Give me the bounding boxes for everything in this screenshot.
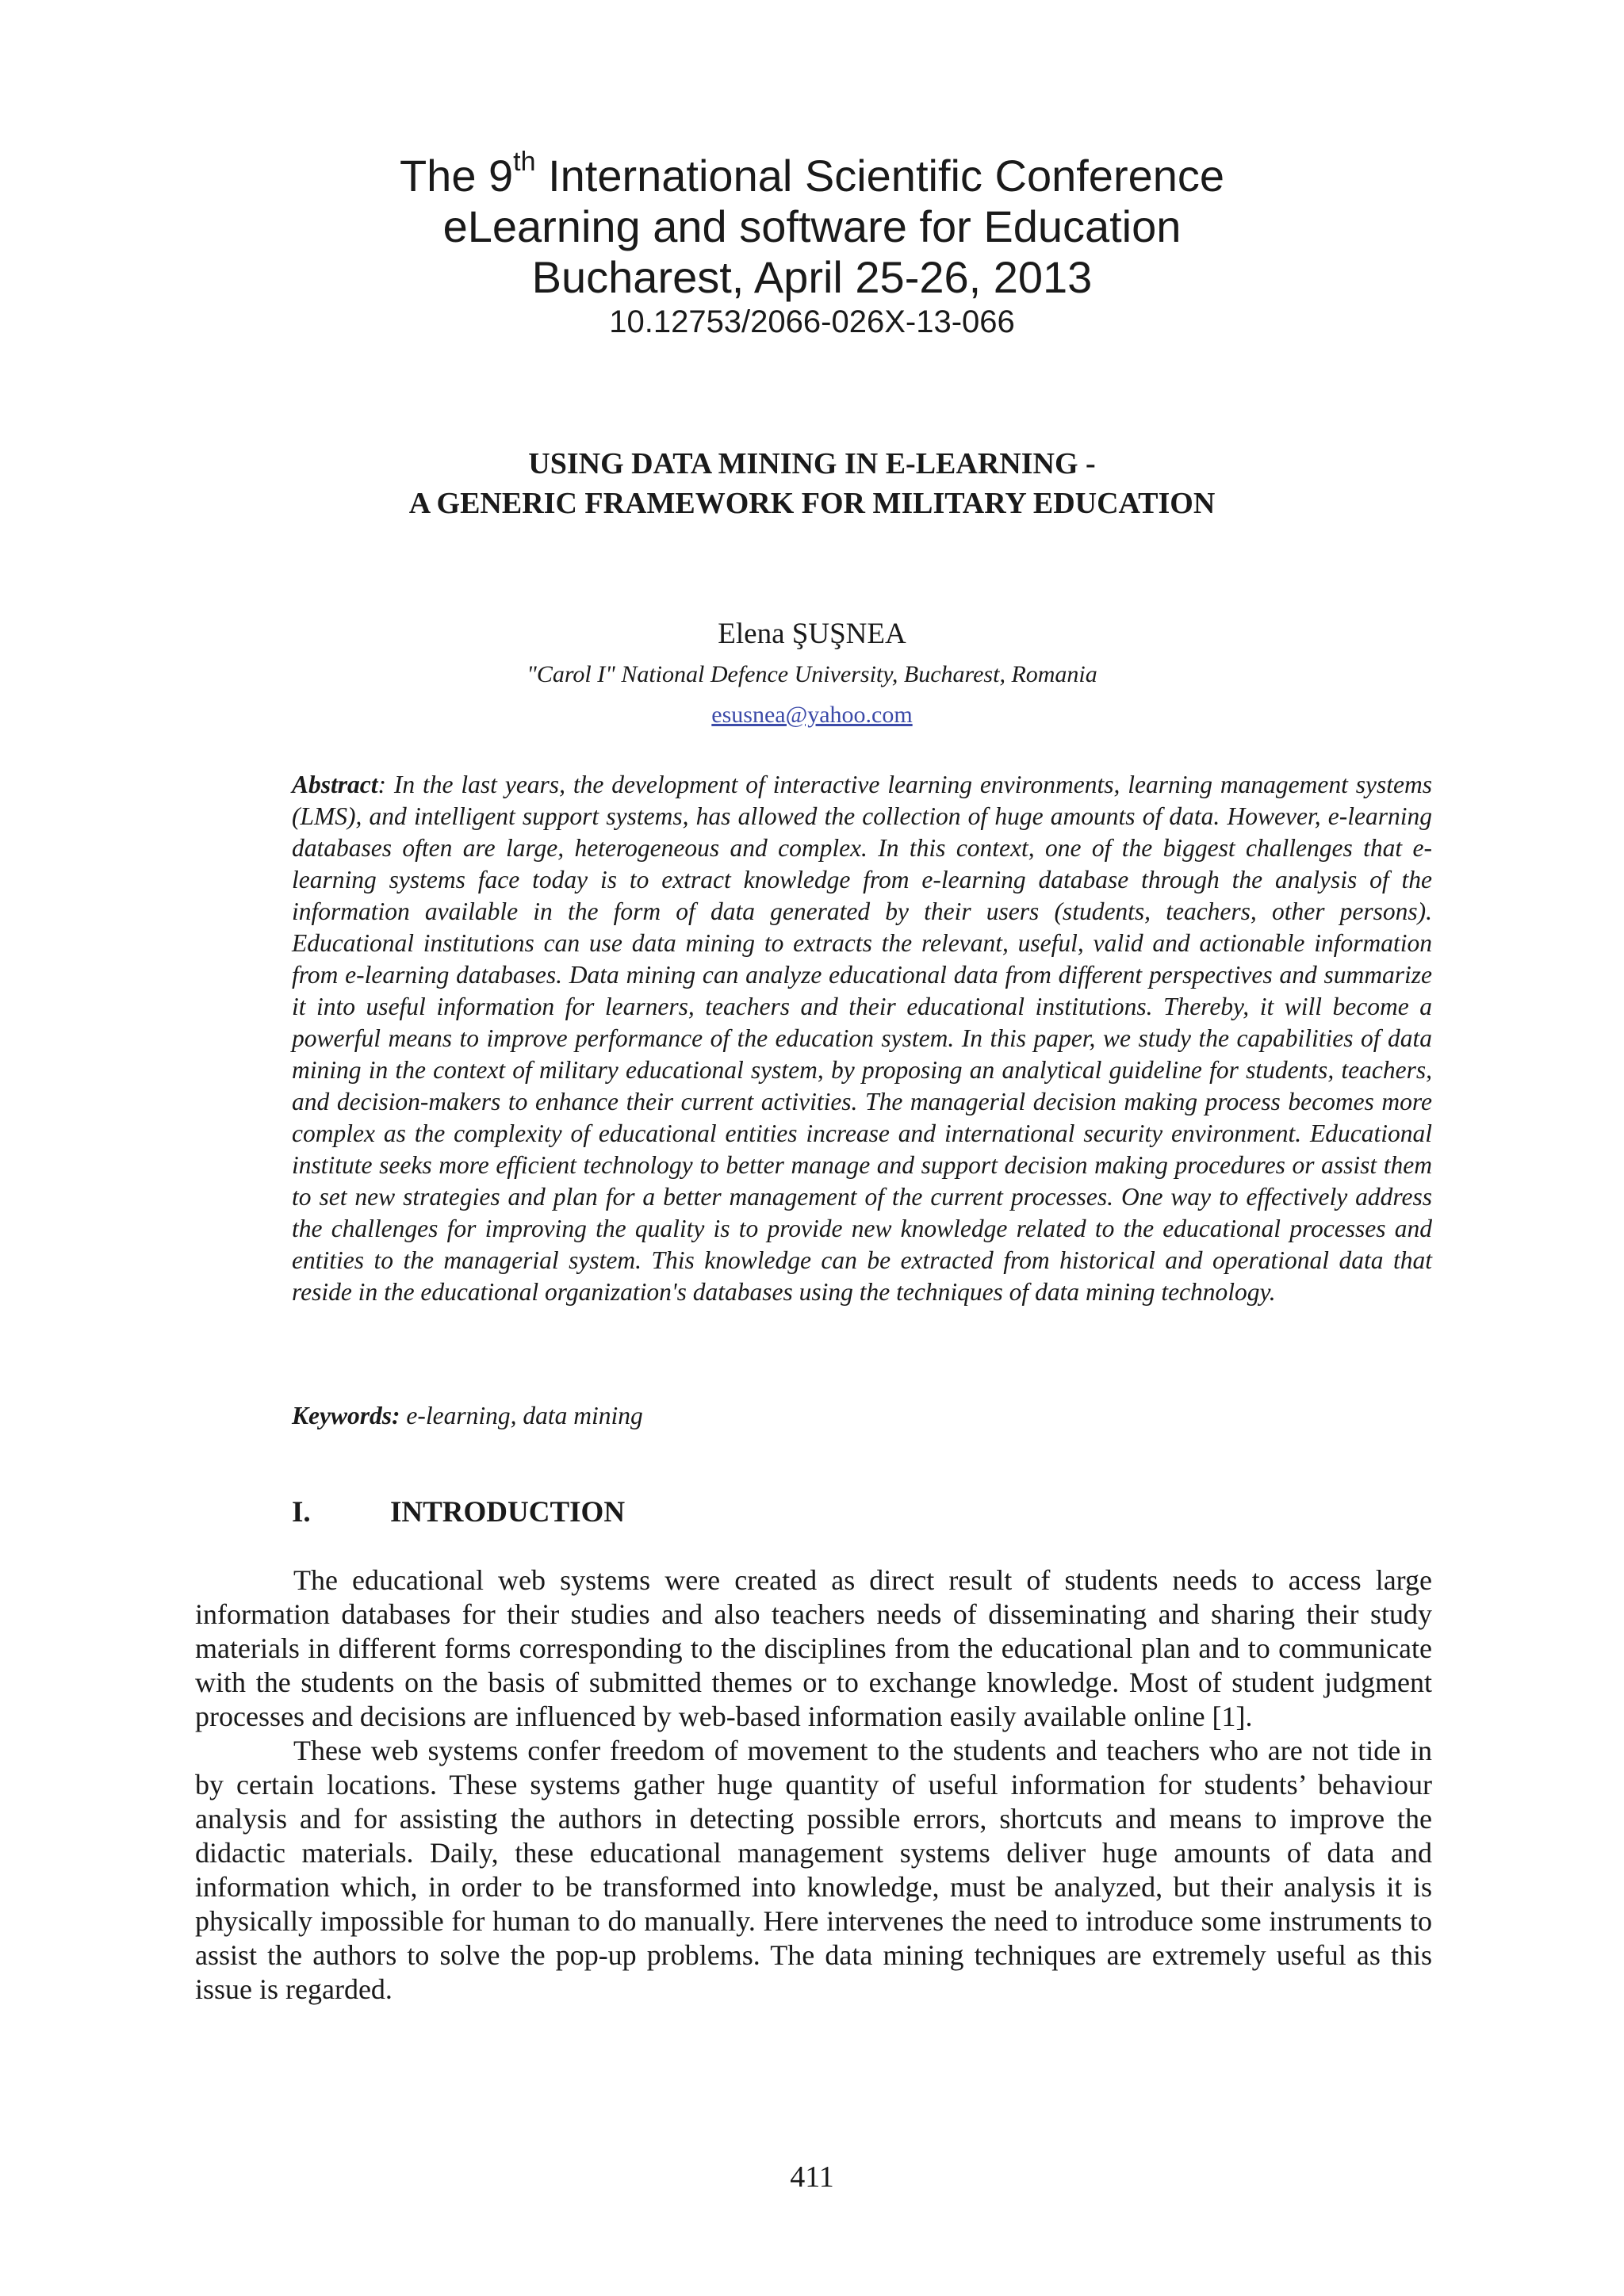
- conference-header: [0, 147, 1624, 341]
- author-name: Elena ŞUŞNEA: [718, 618, 906, 650]
- abstract-label: Abstract: [292, 771, 378, 798]
- paper-title-line-2: A GENERIC FRAMEWORK FOR MILITARY EDUCATION: [408, 487, 1216, 520]
- paper-title-line-1: USING DATA MINING IN E-LEARNING -: [528, 447, 1096, 480]
- keywords-label: Keywords:: [292, 1402, 400, 1429]
- page-number: 411: [790, 2160, 834, 2194]
- section-heading-introduction: [292, 1495, 625, 1530]
- author-block: [0, 614, 1624, 735]
- body-paragraph: These web systems confer freedom of movement to the students and teachers who are not tide in by certain locations. These systems gather huge quantity of useful information for students’ behaviour analysis and for assisting the authors in detecting possible errors, shortcuts and means to improve the didactic materials. Daily, these educational management systems deliver huge amounts of data and information which, in order to be transformed into knowledge, must be analyzed, but their analysis it is physically impossible for human to do manually. Here intervenes the need to introduce some instruments to assist the authors to solve the pop-up problems. The data mining techniques are extremely useful as this issue is regarded.: [195, 1735, 1432, 2005]
- conference-subtitle: eLearning and software for Education: [442, 201, 1182, 251]
- keywords-text: e-learning, data mining: [400, 1402, 643, 1429]
- paper-title: [0, 444, 1624, 523]
- conference-location-date: Bucharest, April 25-26, 2013: [531, 252, 1093, 302]
- introduction-body: [195, 1563, 1432, 2007]
- section-number: I.: [292, 1496, 311, 1529]
- author-affiliation: "Carol I" National Defence University, Bucharest, Romania: [527, 661, 1097, 687]
- conference-doi: 10.12753/2066-026X-13-066: [609, 304, 1015, 339]
- body-paragraph: The educational web systems were created as direct result of students needs to access large information databases for their studies and also teachers needs of disseminating and sharing their study materials in different forms corresponding to the disciplines from the educational plan and to communicate with the students on the basis of submitted themes or to exchange knowledge. Most of student judgment processes and decisions are influenced by web-based information easily available online [1].: [195, 1564, 1432, 1732]
- conference-title: The 9th International Scientific Conference: [399, 147, 1225, 201]
- section-title: INTRODUCTION: [390, 1496, 626, 1529]
- abstract-text: : In the last years, the development of interactive learning environments, learning management systems (LMS), and intelligent support systems, has allowed the collection of huge amounts of data. However, e-learning databases often are large, heterogeneous and complex. In this context, one of the biggest challenges that e-learning systems face today is to extract knowledge from e-learning database through the analysis of the information available in the form of data generated by their users (students, teachers, other persons). Educational institutions can use data mining to extracts the relevant, useful, valid and actionable information from e-learning databases. Data mining can analyze educational data from different perspectives and summarize it into useful information for learners, teachers and their educational institutions. Thereby, it will become a powerful means to improve performance of the education system. In this paper, we study the capabilities of data mining in the context of military educational system, by proposing an analytical guideline for students, teachers, and decision-makers to enhance their current activities. The managerial decision making process becomes more complex as the complexity of educational entities increase and international security environment. Educational institute seeks more efficient technology to better manage and support decision making procedures or assist them to set new strategies and plan for a better management of the current processes. One way to effectively address the challenges for improving the quality is to provide new knowledge related to the educational processes and entities to the managerial system. This knowledge can be extracted from historical and operational data that reside in the educational organization's databases using the techniques of data mining technology.: [292, 771, 1432, 1306]
- author-email-link[interactable]: esusnea@yahoo.com: [711, 702, 913, 728]
- keywords: [292, 1400, 1432, 1432]
- abstract: [292, 769, 1432, 1308]
